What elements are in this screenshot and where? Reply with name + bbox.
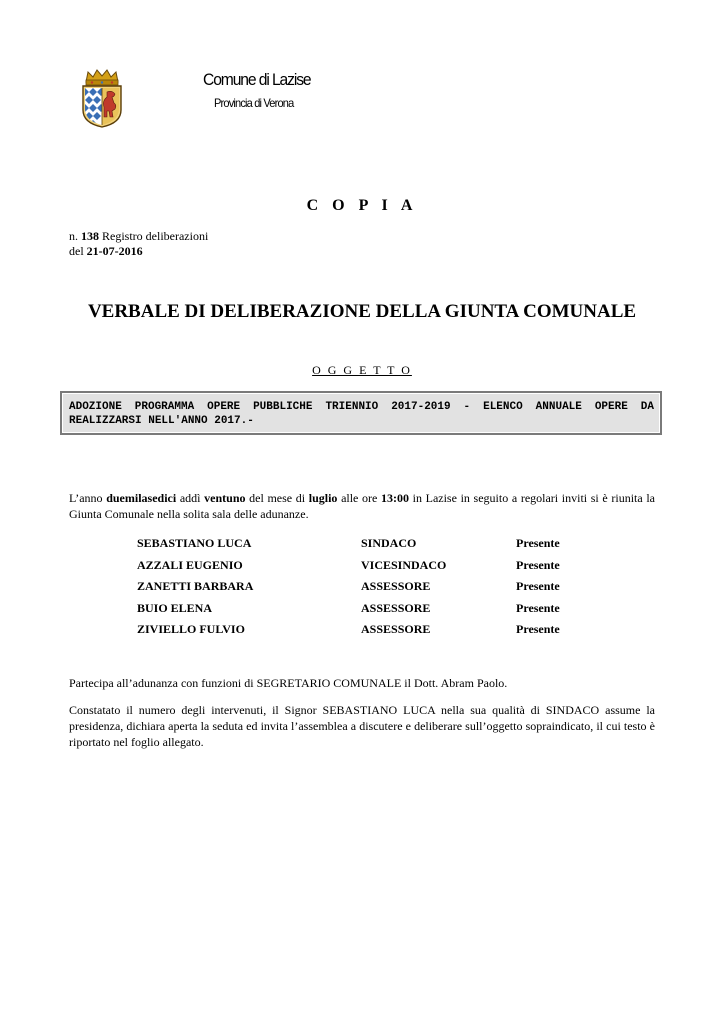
member-status: Presente [516, 536, 560, 550]
registro-date-line [69, 244, 208, 259]
intro-t3: del mese di [245, 491, 309, 505]
member-name: ZIVIELLO FULVIO [137, 622, 245, 636]
copia-heading: C O P I A [306, 197, 418, 214]
intro-t2: addì [176, 491, 205, 505]
member-role: ASSESSORE [361, 622, 431, 636]
member-role: SINDACO [361, 536, 417, 550]
oggetto-label: O G G E T T O [312, 363, 412, 377]
constatato-paragraph: Constatato il numero degli intervenuti, il Signor SEBASTIANO LUCA nella sua qualità di SINDACO assume la presidenza, dichiara aperta la seduta ed invita l’assemblea a discutere e deliberare sull’oggetto sopraindicato, il cui testo è riportato nel foglio allegato. [69, 703, 655, 749]
member-status: Presente [516, 579, 560, 593]
registro-numero: 138 [81, 229, 99, 243]
intro-anno: duemilasedici [106, 491, 177, 505]
member-status: Presente [516, 600, 560, 615]
member-role: ASSESSORE [361, 579, 431, 593]
intro-mese: luglio [308, 491, 338, 505]
segretario-paragraph: Partecipa all’adunanza con funzioni di SEGRETARIO COMUNALE il Dott. Abram Paolo. [69, 676, 508, 690]
coat-of-arms-icon [80, 68, 124, 128]
document-title: VERBALE DI DELIBERAZIONE DELLA GIUNTA COMUNALE [87, 301, 637, 322]
intro-t4: alle ore [337, 491, 381, 505]
registro-n-prefix: n. [69, 229, 78, 243]
member-status: Presente [516, 557, 560, 572]
provincia-name: Provincia di Verona [214, 96, 294, 110]
member-name: SEBASTIANO LUCA [137, 536, 252, 550]
registro-del-prefix: del [69, 244, 84, 258]
registro-data: 21-07-2016 [86, 244, 143, 258]
intro-t5: in Lazise in seguito a regolari inviti si è riunita la Giunta Comunale nella solita sala delle adunanze. [69, 491, 655, 521]
member-role: ASSESSORE [361, 600, 431, 615]
registro-info [69, 229, 208, 259]
registro-line [69, 229, 208, 244]
intro-t1: L’anno [69, 491, 107, 505]
intro-ora: 13:00 [381, 491, 409, 505]
oggetto-box [60, 391, 662, 435]
intro-giorno: ventuno [204, 491, 246, 505]
member-status: Presente [516, 622, 560, 636]
intro-paragraph [69, 490, 655, 522]
oggetto-text: ADOZIONE PROGRAMMA OPERE PUBBLICHE TRIENNIO 2017-2019 - ELENCO ANNUALE OPERE DA REALIZZARSI NELL'ANNO 2017.- [69, 401, 654, 427]
member-role: VICESINDACO [361, 557, 447, 572]
member-name: ZANETTI BARBARA [137, 579, 254, 593]
comune-name: Comune di Lazise [203, 70, 311, 89]
registro-label: Registro deliberazioni [102, 229, 209, 243]
member-name: BUIO ELENA [137, 600, 213, 615]
member-name: AZZALI EUGENIO [137, 557, 243, 572]
